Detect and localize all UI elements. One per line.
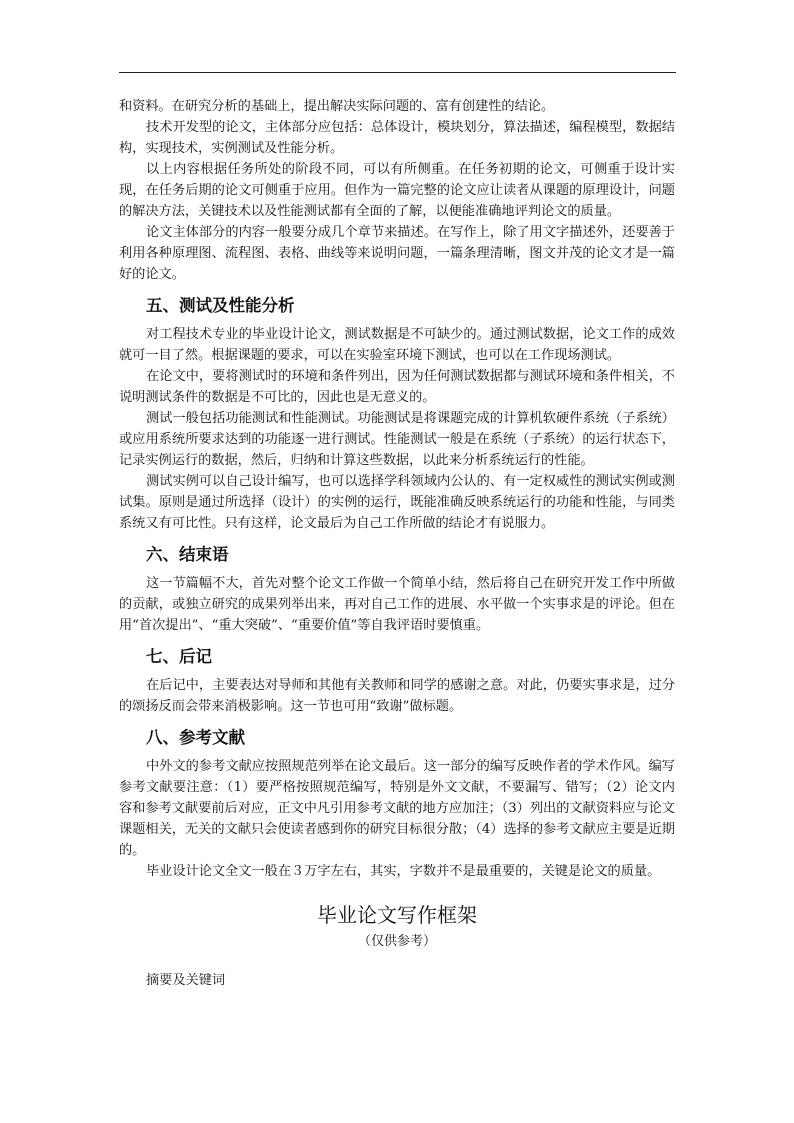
header-rule <box>119 72 676 73</box>
paragraph: 在后记中，主要表达对导师和其他有关教师和同学的感谢之意。对此，仍要实事求是，过分的颂扬反而会带来消极影响。这一节也可用“致谢”做标题。 <box>119 678 675 714</box>
section-heading-references: 八、参考文献 <box>146 728 245 747</box>
section-heading-conclusion: 六、结束语 <box>146 545 229 564</box>
paragraph: 中外文的参考文献应按照规范列举在论文最后。这一部分的编写反映作者的学术作风。编写参考文献要注意：（1）要严格按照规范编写，特别是外文文献，不要漏写、错写；（2）论文内容和参考文献要前后对应，正文中凡引用参考文献的地方应加注；（3）列出的文献资料应与论文课题相关，无关的文献只会使读者感到你的研究目标很分散；（4）选择的参考文献应主要是近期的。 <box>119 759 675 858</box>
paragraph: 这一节篇幅不大，首先对整个论文工作做一个简单小结，然后将自己在研究开发工作中所做的贡献，或独立研究的成果列举出来，再对自己工作的进展、水平做一个实事求是的评论。但在用“首次提出”、“重大突破”、“重要价值”等自我评语时要慎重。 <box>119 576 675 633</box>
framework-title: 毕业论文写作框架 <box>317 903 477 927</box>
paragraph: 毕业设计论文全文一般在３万字左右，其实，字数并不是最重要的，关键是论文的质量。 <box>146 864 661 879</box>
paragraph: 测试一般包括功能测试和性能测试。功能测试是将课题完成的计算机软硬件系统（子系统）或应用系统所要求达到的功能逐一进行测试。性能测试一般是在系统（子系统）的运行状态下，记录实例运行的数据，然后，归纳和计算这些数据，以此来分析系统运行的性能。 <box>119 411 675 468</box>
paragraph: 和资料。在研究分析的基础上，提出解决实际问题的、富有创建性的结论。 <box>119 99 555 114</box>
page-body <box>119 96 675 991</box>
paragraph: 在论文中，要将测试时的环境和条件列出，因为任何测试数据都与测试环境和条件相关，不说明测试条件的数据是不可比的，因此也是无意义的。 <box>119 369 675 405</box>
framework-item: 摘要及关键词 <box>146 973 226 988</box>
section-heading-testing: 五、测试及性能分析 <box>146 296 295 315</box>
framework-subtitle: （仅供参考） <box>357 934 436 949</box>
section-heading-postscript: 七、后记 <box>146 647 212 666</box>
paragraph: 以上内容根据任务所处的阶段不同，可以有所侧重。在任务初期的论文，可侧重于设计实现，在任务后期的论文可侧重于应用。但作为一篇完整的论文应让读者从课题的原理设计，问题的解决方法，关键技术以及性能测试都有全面的了解，以便能准确地评判论文的质量。 <box>119 162 675 219</box>
paragraph: 测试实例可以自己设计编写，也可以选择学科领域内公认的、有一定权威性的测试实例或测试集。原则是通过所选择（设计）的实例的运行，既能准确反映系统运行的功能和性能，与同类系统又有可比性。只有这样，论文最后为自己工作所做的结论才有说服力。 <box>119 474 675 531</box>
paragraph: 论文主体部分的内容一般要分成几个章节来描述。在写作上，除了用文字描述外，还要善于利用各种原理图、流程图、表格、曲线等来说明问题，一篇条理清晰，图文并茂的论文才是一篇好的论文。 <box>119 225 675 282</box>
paragraph: 对工程技术专业的毕业设计论文，测试数据是不可缺少的。通过测试数据，论文工作的成效就可一目了然。根据课题的要求，可以在实验室环境下测试，也可以在工作现场测试。 <box>119 327 675 363</box>
paragraph: 技术开发型的论文，主体部分应包括：总体设计，模块划分，算法描述，编程模型，数据结构，实现技术，实例测试及性能分析。 <box>119 120 675 156</box>
